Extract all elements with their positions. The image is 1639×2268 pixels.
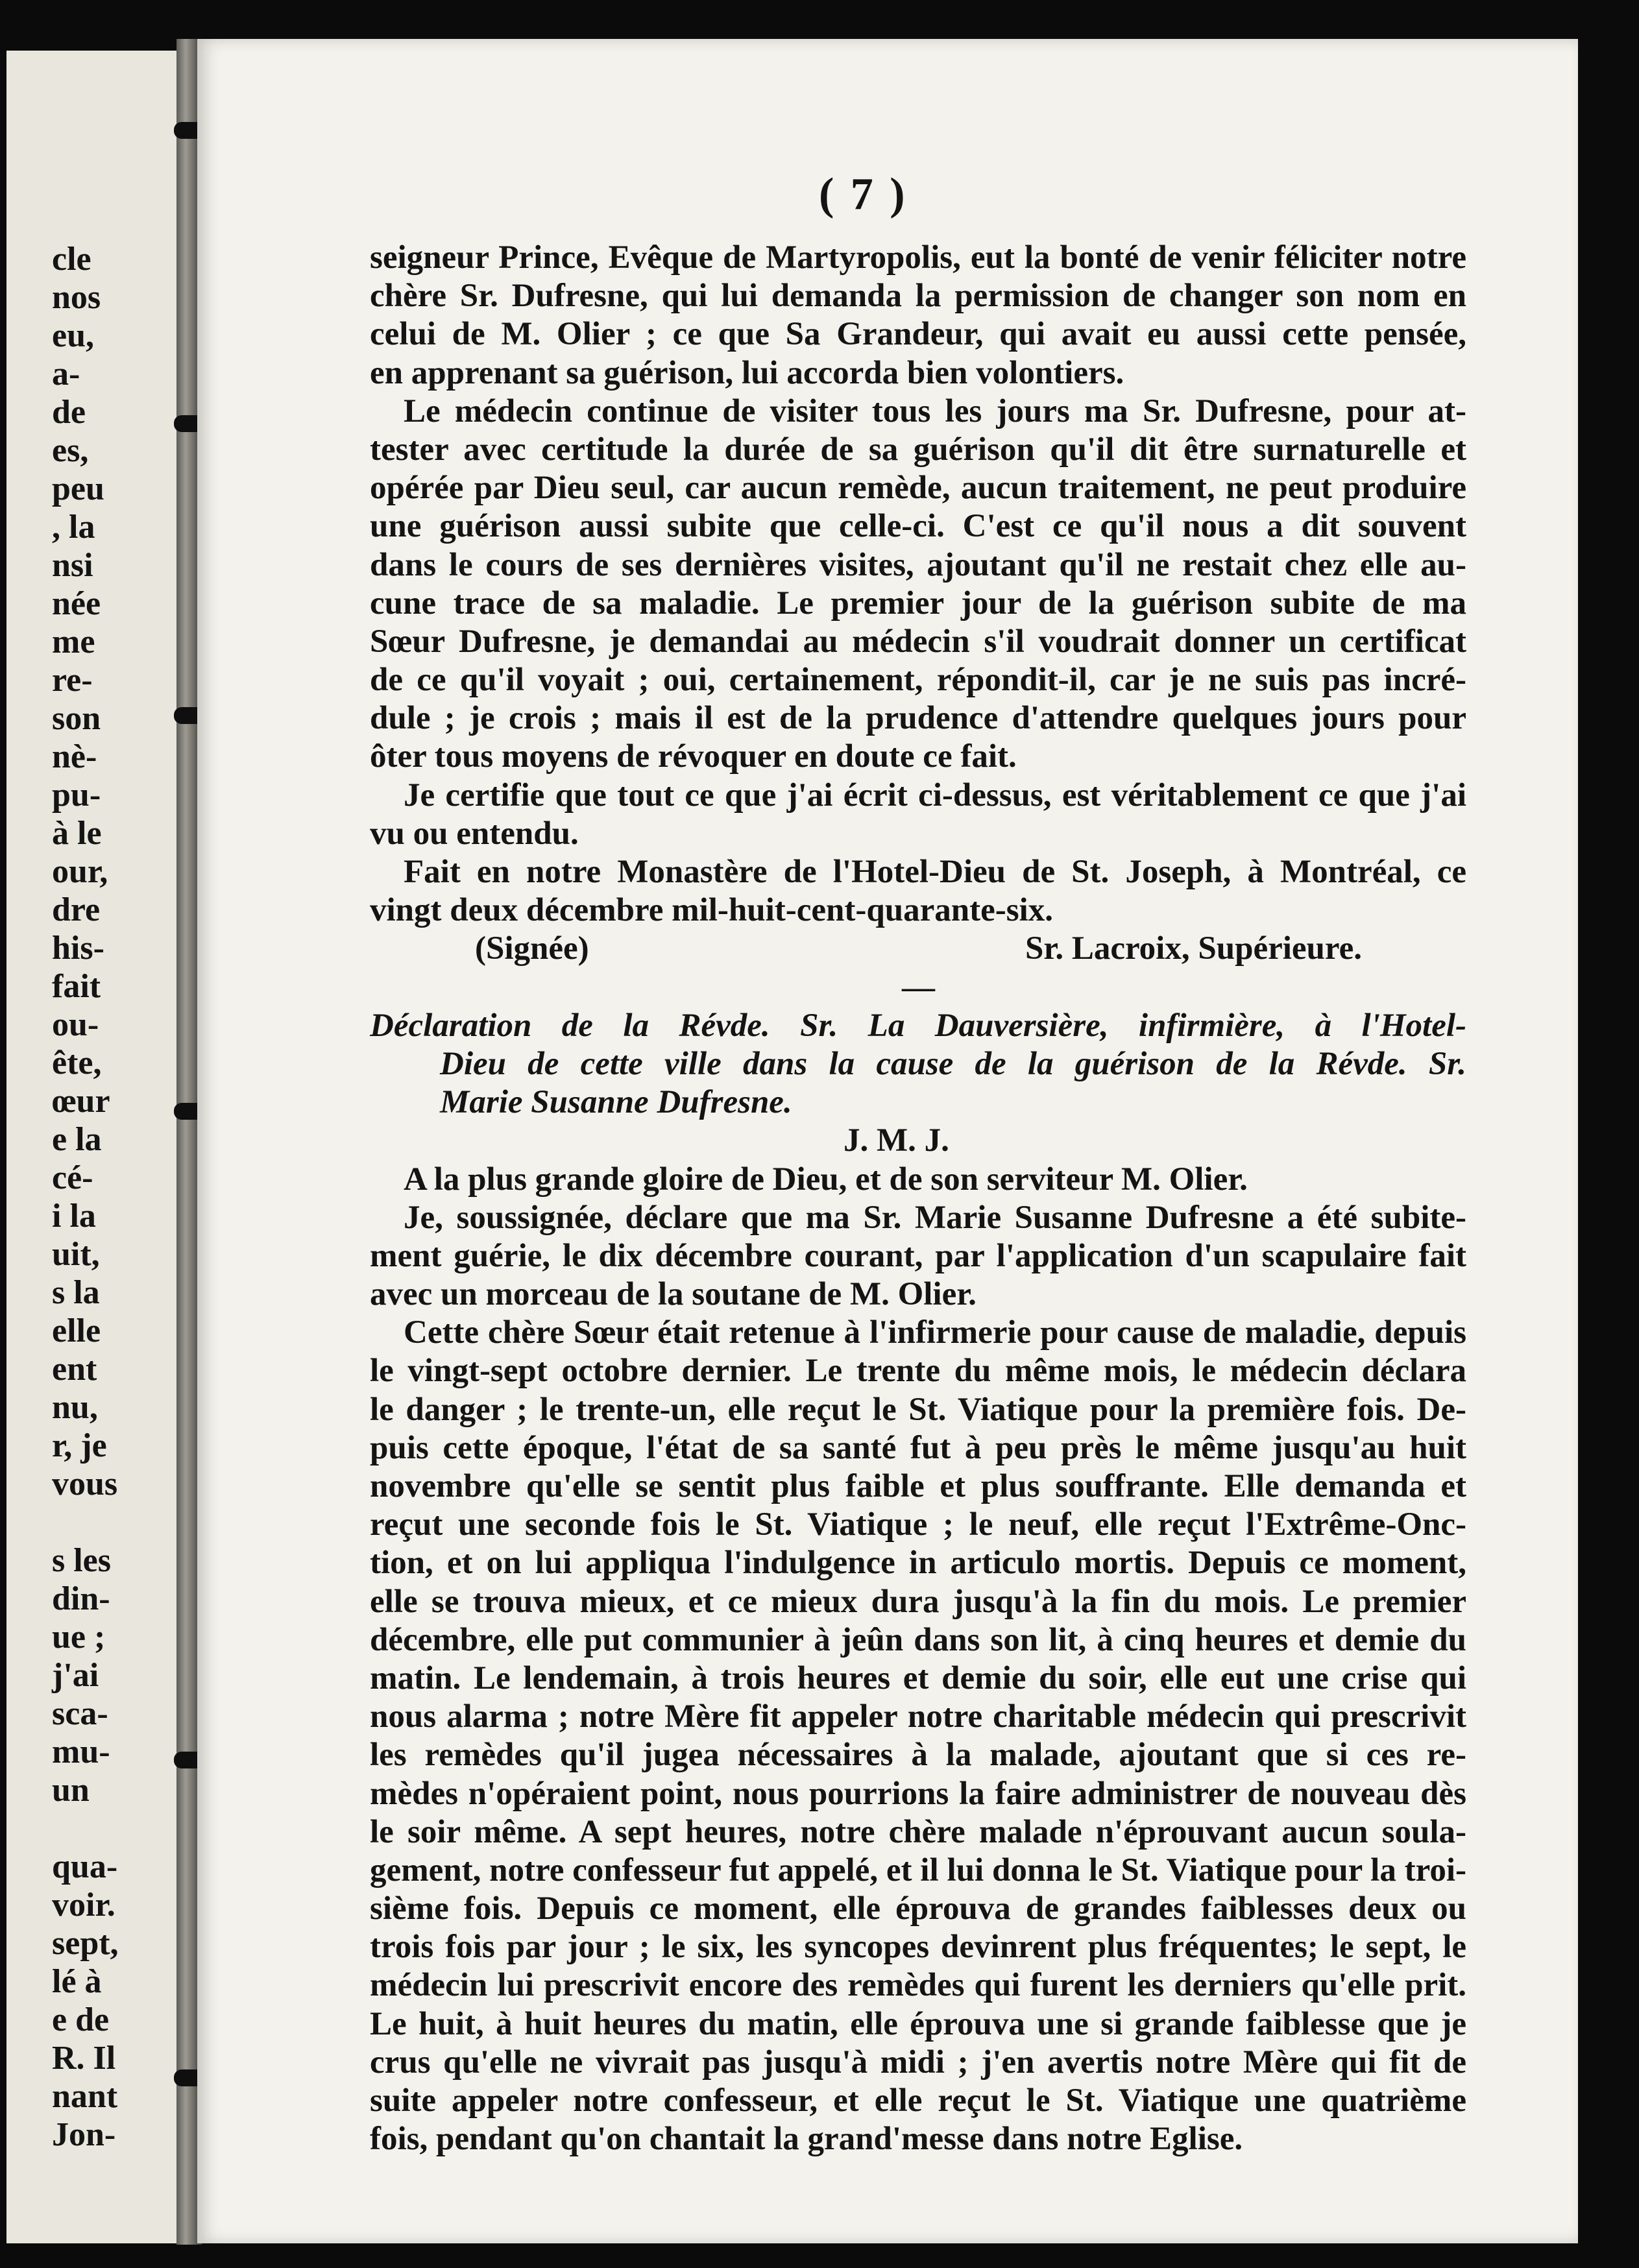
facing-page-line: i la bbox=[52, 1198, 96, 1235]
text-line: chère Sr. Dufresne, qui lui demanda la permission de changer son nom en bbox=[370, 278, 1466, 315]
facing-page-line: ou- bbox=[52, 1006, 99, 1043]
text-line: dans le cours de ses dernières visites, ajoutant qu'il ne restait chez elle au- bbox=[370, 546, 1466, 583]
facing-page-line: e la bbox=[52, 1121, 102, 1158]
facing-page-line bbox=[52, 1809, 175, 1848]
text-line: Fait en notre Monastère de l'Hotel-Dieu de St. Joseph, à Montréal, ce bbox=[404, 854, 1466, 890]
text-line: crus qu'elle ne vivrait pas jusqu'à midi ; j'en avertis notre Mère qui fit de bbox=[370, 2044, 1466, 2081]
text-line: Cette chère Sœur était retenue à l'infirmerie pour cause de maladie, depuis bbox=[404, 1314, 1466, 1351]
facing-page-line: mu- bbox=[52, 1733, 110, 1770]
text-line: sième fois. Depuis ce moment, elle éprouva de grandes faiblesses deux ou bbox=[370, 1890, 1466, 1927]
facing-page-line: nu, bbox=[52, 1389, 98, 1426]
facing-page-line: nè- bbox=[52, 738, 97, 775]
text-line: A la plus grande gloire de Dieu, et de son serviteur M. Olier. bbox=[404, 1161, 1248, 1198]
text-line: opérée par Dieu seul, car aucun remède, aucun traitement, ne peut produire bbox=[370, 470, 1466, 507]
facing-page-line: sca- bbox=[52, 1695, 108, 1732]
text-line: reçut une seconde fois le St. Viatique ; le neuf, elle reçut l'Extrême-Onc- bbox=[370, 1506, 1466, 1543]
text-line: cune trace de sa maladie. Le premier jour de la guérison subite de ma bbox=[370, 585, 1466, 621]
text-line: décembre, elle put communier à jeûn dans son lit, à cinq heures et demie du bbox=[370, 1621, 1466, 1658]
text-line: trois fois par jour ; le six, les syncopes devinrent plus fréquentes; le sept, le bbox=[370, 1929, 1466, 1966]
text-line: dule ; je crois ; mais il est de la prudence d'attendre quelques jours pour bbox=[370, 700, 1466, 737]
facing-page-line: Jon- bbox=[52, 2116, 116, 2153]
facing-page-line: née bbox=[52, 585, 101, 622]
text-line: elle se trouva mieux, et ce mieux dura jusqu'à la fin du mois. Le premier bbox=[370, 1583, 1466, 1620]
text-line: médecin lui prescrivit encore des remèdes qui furent les derniers qu'elle prit. bbox=[370, 1967, 1466, 2004]
declaration-heading-line: Déclaration de la Révde. Sr. La Dauversière, infirmière, à l'Hotel- bbox=[370, 1007, 1466, 1044]
text-line: Je, soussignée, déclare que ma Sr. Marie Susanne Dufresne a été subite- bbox=[404, 1199, 1466, 1236]
facing-page-line: nant bbox=[52, 2078, 118, 2115]
facing-page-line: lé à bbox=[52, 1963, 102, 2000]
text-line: celui de M. Olier ; ce que Sa Grandeur, qui avait eu aussi cette pensée, bbox=[370, 316, 1466, 353]
facing-page-line: me bbox=[52, 623, 95, 660]
facing-page-line: his- bbox=[52, 930, 104, 967]
facing-page-line: son bbox=[52, 700, 101, 737]
facing-page-line: peu bbox=[52, 470, 104, 507]
text-line: de ce qu'il voyait ; oui, certainement, répondit-il, car je ne suis pas incré- bbox=[370, 662, 1466, 699]
text-line: les remèdes qu'il jugea nécessaires à la malade, ajoutant que si ces re- bbox=[370, 1737, 1466, 1774]
jmj-heading: J. M. J. bbox=[844, 1122, 949, 1159]
text-line: une guérison aussi subite que celle-ci. C'est ce qu'il nous a dit souvent bbox=[370, 508, 1466, 545]
text-line: en apprenant sa guérison, lui accorda bien volontiers. bbox=[370, 354, 1124, 391]
facing-page-line: eu, bbox=[52, 317, 94, 354]
facing-page-line: r, je bbox=[52, 1427, 107, 1464]
facing-page-line: s les bbox=[52, 1542, 111, 1579]
facing-page-line: our, bbox=[52, 853, 108, 890]
text-line: Le huit, à huit heures du matin, elle éprouva une si grande faiblesse que je bbox=[370, 2005, 1466, 2042]
text-line: tion, et on lui appliqua l'indulgence in articulo mortis. Depuis ce moment, bbox=[370, 1545, 1466, 1582]
facing-page-line: uit, bbox=[52, 1236, 100, 1273]
text-line: novembre qu'elle se sentit plus faible et plus souffrante. Elle demanda et bbox=[370, 1468, 1466, 1504]
facing-page-line: es, bbox=[52, 432, 89, 469]
facing-page-line: ête, bbox=[52, 1044, 102, 1081]
text-line: le vingt-sept octobre dernier. Le trente du même mois, le médecin déclara bbox=[370, 1353, 1466, 1390]
text-line: seigneur Prince, Evêque de Martyropolis, eut la bonté de venir féliciter notre bbox=[370, 239, 1466, 276]
text-line: vu ou entendu. bbox=[370, 815, 579, 852]
page-number: ( 7 ) bbox=[819, 169, 908, 219]
facing-page-line: din- bbox=[52, 1580, 110, 1617]
text-line: mèdes n'opéraient point, nous pourrions la faire administrer de nouveau dès bbox=[370, 1775, 1466, 1812]
text-line: suite appeler notre confesseur, et elle reçut le St. Viatique une quatrième bbox=[370, 2082, 1466, 2119]
text-line: le danger ; le trente-un, elle reçut le St. Viatique pour la première fois. De- bbox=[370, 1391, 1466, 1428]
facing-page-line: s la bbox=[52, 1274, 100, 1311]
text-line: tester avec certitude la durée de sa guérison qu'il dit être surnaturelle et bbox=[370, 431, 1466, 468]
facing-page-line: fait bbox=[52, 968, 101, 1005]
facing-page-edge bbox=[6, 51, 176, 2243]
declaration-heading-line: Dieu de cette ville dans la cause de la guérison de la Révde. Sr. bbox=[440, 1045, 1466, 1082]
facing-page-line: a- bbox=[52, 356, 80, 392]
section-divider: — bbox=[902, 969, 935, 1006]
facing-page-line: qua- bbox=[52, 1848, 118, 1885]
facing-page-line: un bbox=[52, 1772, 90, 1809]
text-line: Sœur Dufresne, je demandai au médecin s'il voudrait donner un certificat bbox=[370, 623, 1466, 660]
text-line: nous alarma ; notre Mère fit appeler notre charitable médecin qui prescrivit bbox=[370, 1698, 1466, 1735]
facing-page-line: cé- bbox=[52, 1159, 93, 1196]
signature-label: (Signée) bbox=[475, 930, 589, 967]
facing-page-text bbox=[52, 240, 175, 2154]
signature-line bbox=[370, 930, 1466, 968]
text-line: le soir même. A sept heures, notre chère malade n'éprouvant aucun soula- bbox=[370, 1813, 1466, 1850]
facing-page-line: sept, bbox=[52, 1925, 119, 1962]
text-line: ment guérie, le dix décembre courant, par l'application d'un scapulaire fait bbox=[370, 1237, 1466, 1274]
facing-page-line: nos bbox=[52, 279, 101, 316]
declaration-heading-line: Marie Susanne Dufresne. bbox=[440, 1084, 792, 1121]
facing-page-line: R. Il bbox=[52, 2040, 116, 2077]
facing-page-line: œur bbox=[52, 1083, 110, 1120]
facing-page-line: re- bbox=[52, 662, 93, 699]
facing-page-line: de bbox=[52, 394, 86, 431]
body-text bbox=[370, 239, 1466, 2158]
facing-page-line: ent bbox=[52, 1351, 97, 1388]
facing-page-line bbox=[52, 1503, 175, 1541]
text-line: matin. Le lendemain, à trois heures et demie du soir, elle eut une crise qui bbox=[370, 1659, 1466, 1696]
text-line: ôter tous moyens de révoquer en doute ce fait. bbox=[370, 738, 1017, 775]
facing-page-line: pu- bbox=[52, 777, 101, 814]
facing-page-line: nsi bbox=[52, 547, 93, 584]
text-line: avec un morceau de la soutane de M. Olier. bbox=[370, 1276, 977, 1313]
facing-page-line: vous bbox=[52, 1466, 118, 1502]
facing-page-line: j'ai bbox=[52, 1657, 99, 1694]
signatory-name: Sr. Lacroix, Supérieure. bbox=[1025, 930, 1362, 967]
text-line: gement, notre confesseur fut appelé, et il lui donna le St. Viatique pour la troi- bbox=[370, 1852, 1466, 1888]
facing-page-line: voir. bbox=[52, 1887, 115, 1924]
text-line: Je certifie que tout ce que j'ai écrit ci-dessus, est véritablement ce que j'ai bbox=[404, 777, 1466, 814]
facing-page-line: e de bbox=[52, 2001, 110, 2038]
facing-page-line: , la bbox=[52, 509, 95, 546]
text-line: vingt deux décembre mil-huit-cent-quarante-six. bbox=[370, 892, 1053, 929]
facing-page-line: elle bbox=[52, 1312, 101, 1349]
facing-page-line: à le bbox=[52, 815, 102, 852]
text-line: fois, pendant qu'on chantait la grand'messe dans notre Eglise. bbox=[370, 2121, 1243, 2158]
facing-page-line: cle bbox=[52, 241, 91, 278]
text-line: puis cette époque, l'état de sa santé fut à peu près le même jusqu'au huit bbox=[370, 1429, 1466, 1466]
facing-page-line: dre bbox=[52, 891, 101, 928]
facing-page-line: ue ; bbox=[52, 1619, 106, 1656]
text-line: Le médecin continue de visiter tous les jours ma Sr. Dufresne, pour at- bbox=[404, 392, 1466, 429]
